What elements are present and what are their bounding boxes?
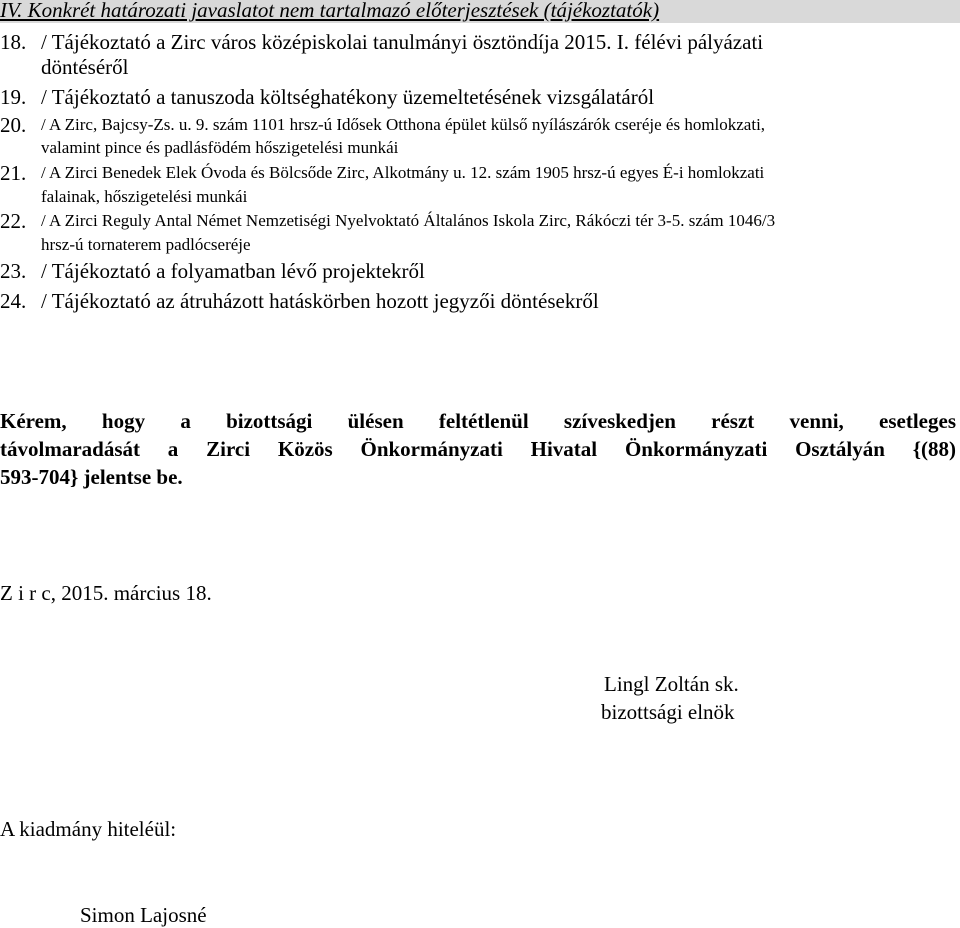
item-text-line: / A Zirc, Bajcsy-Zs. u. 9. szám 1101 hrsz-ú Idősek Otthona épület külső nyílászárók cseréje és homlokzati, — [41, 115, 766, 134]
item-number: 20. — [0, 113, 27, 137]
item-text-line: / A Zirci Reguly Antal Német Nemzetiségi Nyelvoktató Általános Iskola Zirc, Rákóczi tér 3-5. szám 1046/3 — [41, 211, 776, 230]
item-text-line: / Tájékoztató a Zirc város középiskolai tanulmányi ösztöndíja 2015. I. félévi pályázati — [41, 30, 764, 54]
certified-copy-label: A kiadmány hiteléül: — [0, 817, 177, 841]
item-number: 23. — [0, 259, 27, 283]
attendance-request — [0, 407, 956, 491]
section-heading: IV. Konkrét határozati javaslatot nem tartalmazó előterjesztések (tájékoztatók) — [0, 0, 960, 23]
item-text-line: / A Zirci Benedek Elek Óvoda és Bölcsőde Zirc, Alkotmány u. 12. szám 1905 hrsz-ú egyes É-i homlokzati — [41, 163, 765, 182]
item-text-line: / Tájékoztató a folyamatban lévő projektekről — [41, 259, 425, 283]
item-text-line: hrsz-ú tornaterem padlócseréje — [41, 235, 251, 254]
place-date: Z i r c, 2015. március 18. — [0, 581, 212, 605]
item-number: 21. — [0, 161, 27, 185]
request-line: Kérem, hogy a bizottsági ülésen feltétlenül szíveskedjen részt venni, esetleges — [0, 409, 956, 433]
item-text-line: falainak, hőszigetelési munkái — [41, 187, 248, 206]
certifier-name: Simon Lajosné — [80, 903, 207, 927]
item-text-line: / Tájékoztató a tanuszoda költséghatékony üzemeltetésének vizsgálatáról — [41, 85, 655, 109]
item-number: 22. — [0, 209, 27, 233]
signer-name: Lingl Zoltán sk. — [604, 672, 739, 696]
item-number: 19. — [0, 85, 27, 109]
signer-title: bizottsági elnök — [601, 700, 735, 724]
item-text-line: / Tájékoztató az átruházott hatáskörben hozott jegyzői döntésekről — [41, 289, 599, 313]
request-line: távolmaradását a Zirci Közös Önkormányzati Hivatal Önkormányzati Osztályán {(88) — [0, 437, 956, 461]
item-number: 18. — [0, 30, 27, 54]
item-text-line: valamint pince és padlásfödém hőszigetelési munkái — [41, 138, 399, 157]
item-text-line: döntéséről — [41, 55, 129, 79]
item-number: 24. — [0, 289, 27, 313]
request-line: 593-704} jelentse be. — [0, 465, 183, 489]
